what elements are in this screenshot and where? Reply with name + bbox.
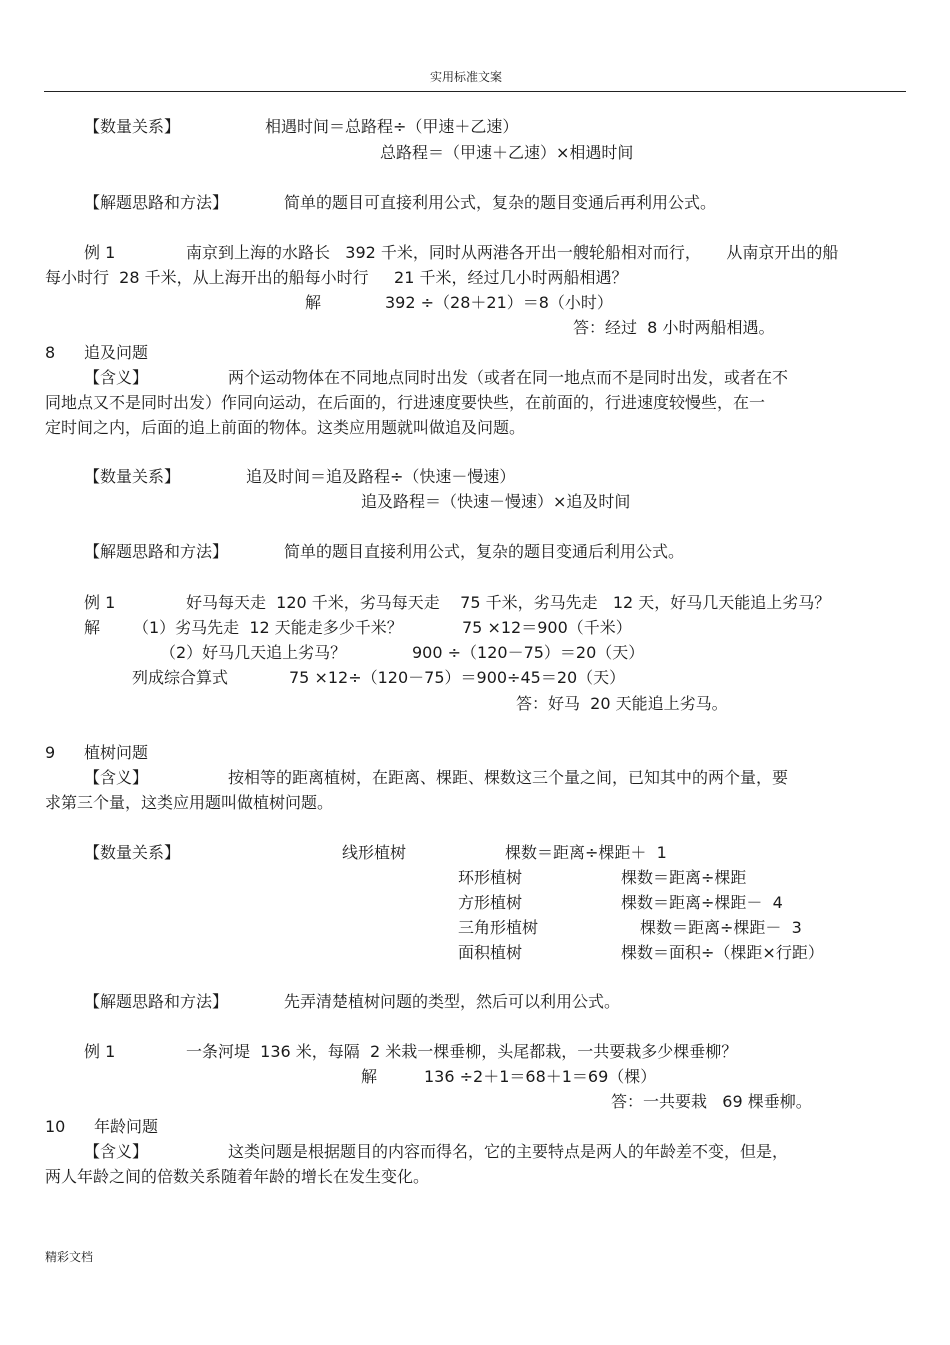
tree-formula: 棵数＝面积÷（棵距×行距）	[621, 943, 824, 962]
solution-label: 解	[84, 618, 101, 637]
paragraph-text: 同地点又不是同时出发）作同向运动，在后面的，行进速度要快些，在前面的，行进速度较慢些，在一	[45, 393, 766, 412]
section-label: 【含义】	[84, 768, 149, 787]
section-label: 【含义】	[84, 1142, 149, 1161]
solution-formula: 75 ×12÷（120－75）＝900÷45＝20（天）	[289, 668, 626, 687]
formula: 追及时间＝追及路程÷（快速－慢速）	[246, 467, 516, 486]
section-heading: 年龄问题	[94, 1117, 159, 1136]
answer-text: 答：一共要栽 69 棵垂柳。	[611, 1092, 812, 1111]
solution-label: 解	[361, 1067, 378, 1086]
paragraph-text: 两人年龄之间的倍数关系随着年龄的增长在发生变化。	[45, 1167, 430, 1186]
example-label: 例 1	[84, 243, 116, 262]
solution-formula: 136 ÷2＋1＝68＋1＝69（棵）	[424, 1067, 657, 1086]
page-footer-text: 精彩文档	[45, 1250, 94, 1264]
tree-formula: 棵数＝距离÷棵距	[621, 868, 747, 887]
section-label: 【解题思路和方法】	[84, 992, 229, 1011]
page-header-title: 实用标准文案	[430, 70, 503, 84]
example-text: 好马每天走 120 千米，劣马每天走 75 千米，劣马先走 12 天，好马几天能追上劣马？	[186, 593, 831, 612]
paragraph-text: 按相等的距离植树，在距离、棵距、棵数这三个量之间，已知其中的两个量，要	[228, 768, 789, 787]
formula: 相遇时间＝总路程÷（甲速＋乙速）	[265, 117, 519, 136]
example-text: 南京到上海的水路长 392 千米，同时从两港各开出一艘轮船相对而行， 从南京开出的船	[186, 243, 839, 262]
section-label: 【数量关系】	[84, 117, 181, 136]
tree-type: 三角形植树	[458, 918, 539, 937]
section-label: 【数量关系】	[84, 467, 181, 486]
header-divider	[44, 91, 906, 92]
formula: 总路程＝（甲速＋乙速）×相遇时间	[380, 143, 634, 162]
answer-text: 答：经过 8 小时两船相遇。	[573, 318, 775, 337]
section-label: 【解题思路和方法】	[84, 193, 229, 212]
tree-formula: 棵数＝距离÷棵距－ 4	[621, 893, 783, 912]
paragraph-text: 简单的题目可直接利用公式，复杂的题目变通后再利用公式。	[284, 193, 717, 212]
section-number: 10	[45, 1117, 66, 1136]
example-label: 例 1	[84, 1042, 116, 1061]
tree-type: 方形植树	[458, 893, 523, 912]
section-number: 8	[45, 343, 56, 362]
section-label: 【数量关系】	[84, 843, 181, 862]
solution-label: 解	[305, 293, 322, 312]
paragraph-text: 两个运动物体在不同地点同时出发（或者在同一地点而不是同时出发，或者在不	[228, 368, 789, 387]
example-label: 例 1	[84, 593, 116, 612]
formula: 追及路程＝（快速－慢速）×追及时间	[361, 492, 631, 511]
solution-step: 列成综合算式	[132, 668, 229, 687]
section-label: 【含义】	[84, 368, 149, 387]
paragraph-text: 定时间之内，后面的追上前面的物体。这类应用题就叫做追及问题。	[45, 418, 526, 437]
solution-formula: 900 ÷（120－75）＝20（天）	[412, 643, 645, 662]
paragraph-text: 简单的题目直接利用公式，复杂的题目变通后利用公式。	[284, 542, 685, 561]
paragraph-text: 先弄清楚植树问题的类型，然后可以利用公式。	[284, 992, 621, 1011]
solution-step: （2）好马几天追上劣马？	[160, 643, 347, 662]
solution-formula: 75 ×12＝900（千米）	[462, 618, 632, 637]
paragraph-text: 这类问题是根据题目的内容而得名，它的主要特点是两人的年龄差不变，但是，	[228, 1142, 789, 1161]
paragraph-text: 求第三个量，这类应用题叫做植树问题。	[45, 793, 334, 812]
tree-formula: 棵数＝距离÷棵距＋ 1	[505, 843, 667, 862]
solution-step: （1）劣马先走 12 天能走多少千米？	[133, 618, 403, 637]
answer-text: 答：好马 20 天能追上劣马。	[516, 694, 728, 713]
example-text: 一条河堤 136 米，每隔 2 米栽一棵垂柳，头尾都栽，一共要栽多少棵垂柳？	[186, 1042, 738, 1061]
section-heading: 植树问题	[84, 743, 149, 762]
example-text: 每小时行 28 千米，从上海开出的船每小时行 21 千米，经过几小时两船相遇？	[45, 268, 628, 287]
tree-type: 线形植树	[342, 843, 407, 862]
section-label: 【解题思路和方法】	[84, 542, 229, 561]
section-number: 9	[45, 743, 56, 762]
tree-type: 环形植树	[458, 868, 523, 887]
solution-formula: 392 ÷（28＋21）＝8（小时）	[385, 293, 613, 312]
section-heading: 追及问题	[84, 343, 149, 362]
tree-formula: 棵数＝距离÷棵距－ 3	[640, 918, 802, 937]
tree-type: 面积植树	[458, 943, 523, 962]
